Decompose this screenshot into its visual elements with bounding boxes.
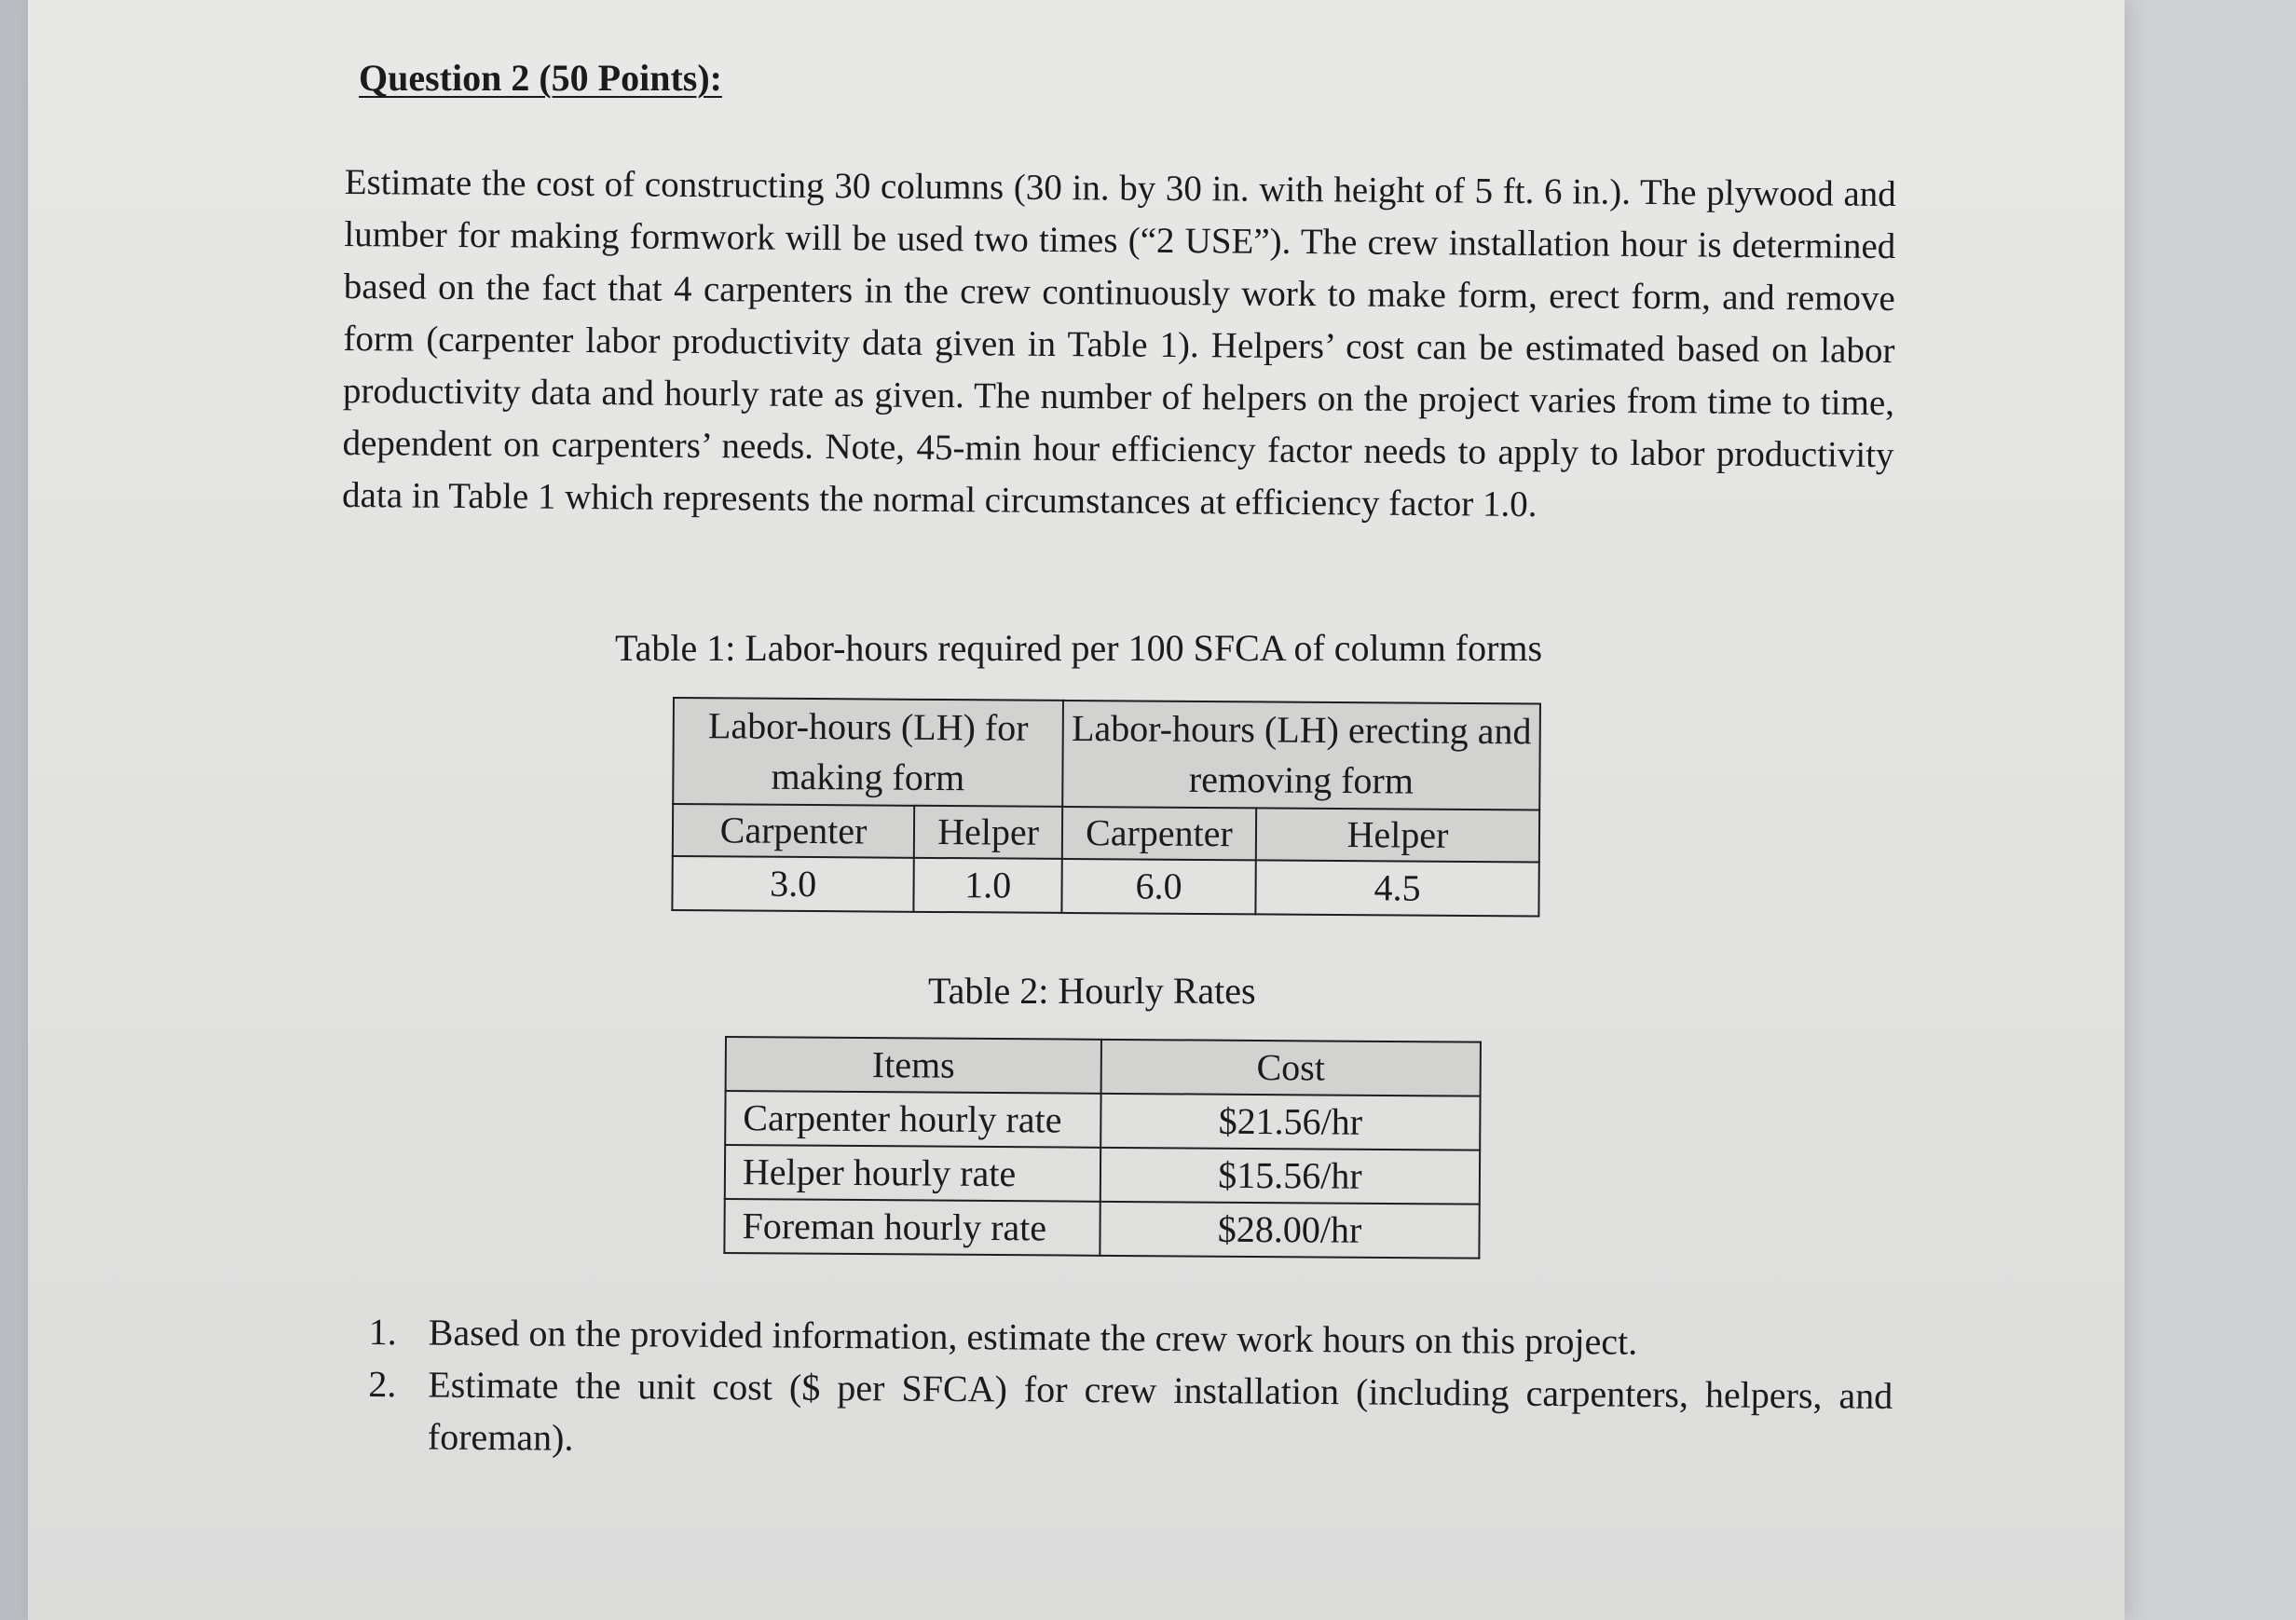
labor-hours-table	[671, 697, 1541, 918]
rate-cost-cell: $28.00/hr	[1100, 1202, 1479, 1259]
list-item	[364, 1358, 1893, 1475]
rate-item-cell: Helper hourly rate	[725, 1145, 1100, 1202]
table1-sub-header-cell: Carpenter	[673, 804, 915, 858]
table1-sub-header-cell: Helper	[914, 806, 1062, 859]
table2-caption: Table 2: Hourly Rates	[928, 970, 1256, 1012]
question-heading: Question 2 (50 Points):	[359, 57, 722, 99]
table1-value-cell: 3.0	[672, 856, 914, 912]
table1-caption: Table 1: Labor-hours required per 100 SFCA of column forms	[615, 627, 1543, 669]
rate-item-cell: Foreman hourly rate	[724, 1199, 1100, 1256]
table1-value-cell: 4.5	[1255, 860, 1538, 916]
table1-sub-header-cell: Helper	[1256, 808, 1539, 862]
table-row	[725, 1091, 1480, 1150]
table-row	[724, 1199, 1479, 1259]
table1-value-row	[672, 856, 1538, 916]
table-row	[725, 1145, 1480, 1205]
table1-sub-header-cell: Carpenter	[1062, 807, 1256, 860]
table1-group-header-making: Labor-hours (LH) for making form	[673, 698, 1063, 807]
question-text: Estimate the unit cost ($ per SFCA) for crew installation (including carpenters, helpers, and foreman).	[427, 1363, 1893, 1459]
rate-cost-cell: $15.56/hr	[1100, 1148, 1480, 1205]
question-number: 1.	[368, 1311, 397, 1354]
table1-group-header-erecting: Labor-hours (LH) erecting and removing form	[1062, 701, 1540, 810]
rate-cost-cell: $21.56/hr	[1100, 1094, 1480, 1150]
hourly-rates-table	[723, 1036, 1482, 1259]
table1-value-cell: 6.0	[1061, 859, 1255, 914]
table1-value-cell: 1.0	[914, 858, 1062, 913]
rate-item-cell: Carpenter hourly rate	[725, 1091, 1100, 1148]
table1-sub-header-row	[673, 804, 1539, 862]
question-list	[364, 1306, 1893, 1475]
question-text: Based on the provided information, estimate the crew work hours on this project.	[428, 1311, 1638, 1363]
question-number: 2.	[368, 1363, 397, 1406]
paper-sheet	[28, 0, 2125, 1620]
table2-header-cell: Cost	[1101, 1040, 1481, 1096]
problem-statement: Estimate the cost of constructing 30 columns (30 in. by 30 in. with height of 5 ft. 6 in.). The plywood and lumber for making formwork will be used two times (“2 USE”). The crew installation hour is determined based on the fact that 4 carpenters in the crew continuously work to make form, erect form, and remove form (carpenter labor productivity data given in Table 1). Helpers’ cost can be estimated based on labor productivity data and hourly rate as given. The number of helpers on the project varies from time to time, dependent on carpenters’ needs. Note, 45-min hour efficiency factor needs to apply to labor productivity data in Table 1 which represents the normal circumstances at efficiency factor 1.0.	[341, 161, 1896, 525]
table1-group-header-row	[673, 698, 1540, 810]
table2-header-cell: Items	[726, 1037, 1101, 1094]
table2-header-row	[726, 1037, 1481, 1096]
